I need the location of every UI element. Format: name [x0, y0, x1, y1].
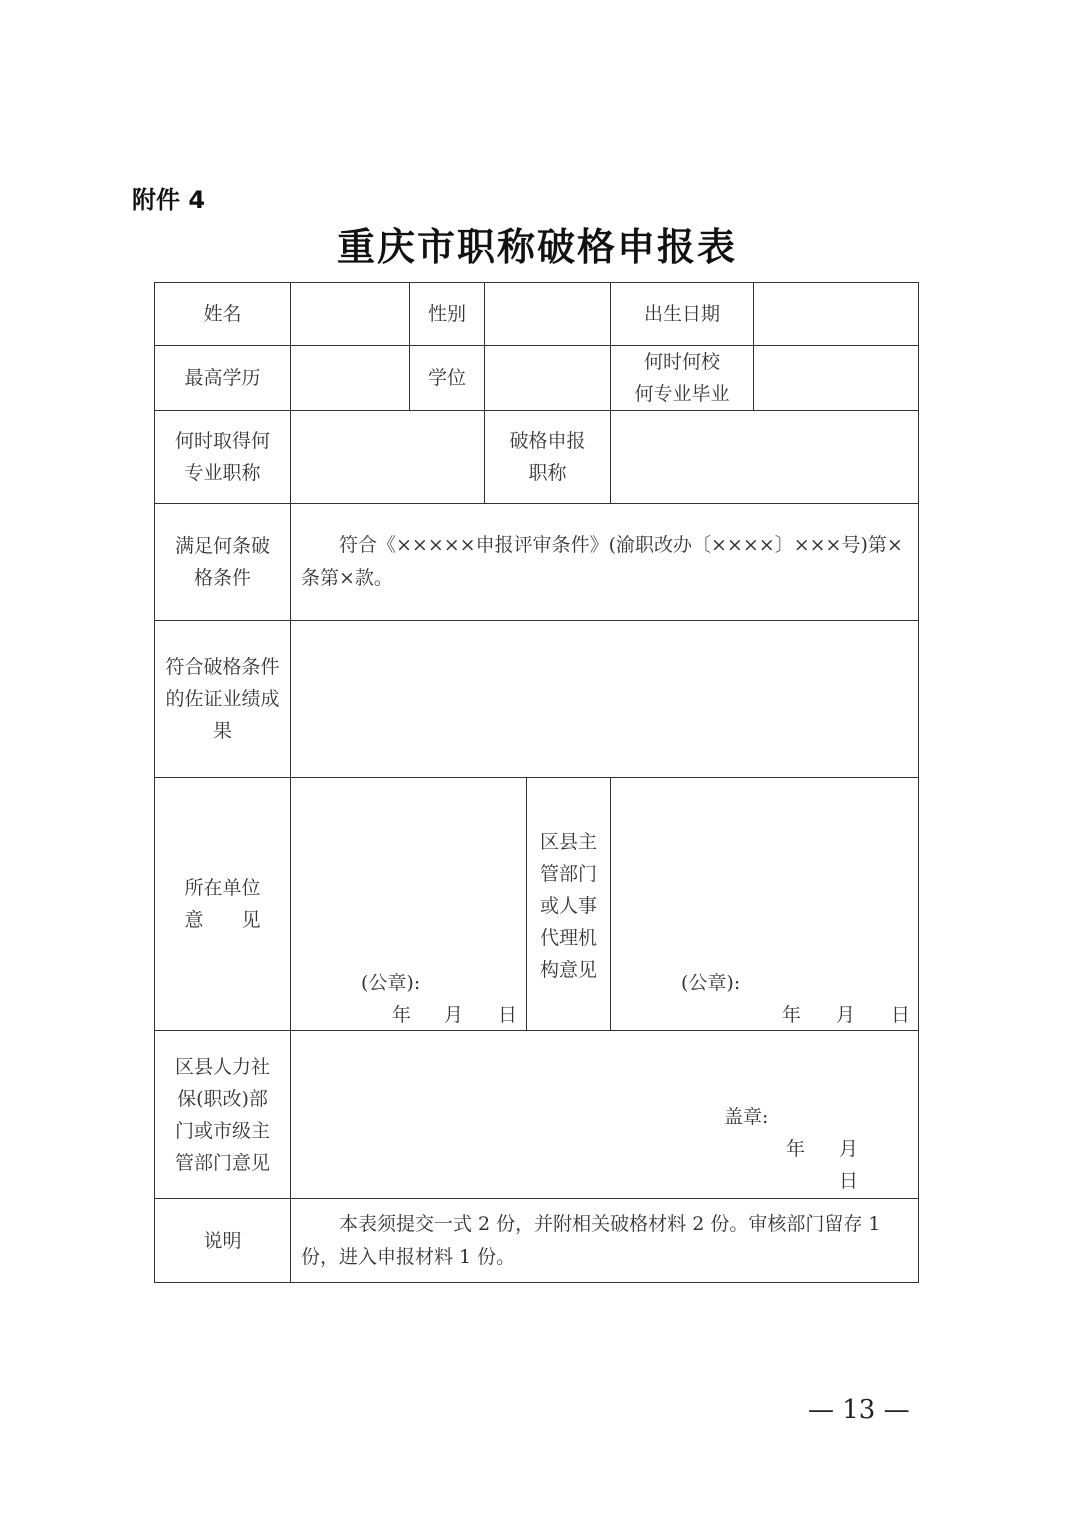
- note-label: 说明: [154, 1198, 291, 1283]
- evidence-field[interactable]: [290, 620, 919, 778]
- district-seal-label: (公章):: [681, 972, 741, 994]
- gender-field[interactable]: [484, 282, 611, 346]
- unit-date-day: 日: [498, 1004, 518, 1026]
- birth-date-label: 出生日期: [610, 282, 754, 346]
- note-text: 本表须提交一式 2 份，并附相关破格材料 2 份。审核部门留存 1 份，进入申报材料 1 份。: [290, 1198, 919, 1283]
- degree-label: 学位: [409, 345, 485, 411]
- evidence-label: 符合破格条件 的佐证业绩成 果: [154, 620, 291, 778]
- name-label: 姓名: [154, 282, 291, 346]
- name-field[interactable]: [290, 282, 410, 346]
- apply-title-label: 破格申报 职称: [484, 410, 611, 504]
- conditions-label: 满足何条破 格条件: [154, 503, 291, 621]
- degree-field[interactable]: [484, 345, 611, 411]
- attachment-label: 附件 4: [132, 186, 206, 214]
- unit-date-month: 月: [444, 1004, 464, 1026]
- district-opinion-field[interactable]: [610, 777, 919, 1031]
- hr-date-year: 年: [786, 1138, 806, 1160]
- unit-opinion-label: 所在单位 意 见: [154, 777, 291, 1031]
- hr-opinion-field[interactable]: [290, 1030, 919, 1199]
- hr-date-day: 日: [839, 1170, 859, 1192]
- application-form: [155, 283, 919, 1283]
- graduation-field[interactable]: [753, 345, 919, 411]
- education-label: 最高学历: [154, 345, 291, 411]
- graduation-label: 何时何校 何专业毕业: [610, 345, 754, 411]
- birth-date-field[interactable]: [753, 282, 919, 346]
- unit-seal-label: (公章):: [361, 972, 421, 994]
- district-date-year: 年: [782, 1004, 802, 1026]
- district-opinion-label: 区县主 管部门 或人事 代理机 构意见: [526, 777, 611, 1031]
- unit-opinion-field[interactable]: [290, 777, 527, 1031]
- hr-seal-label: 盖章:: [724, 1106, 769, 1128]
- title-obtained-field[interactable]: [290, 410, 485, 504]
- page-number: — 13 —: [808, 1395, 910, 1425]
- hr-opinion-label: 区县人力社 保(职改)部 门或市级主 管部门意见: [154, 1030, 291, 1199]
- apply-title-field[interactable]: [610, 410, 919, 504]
- district-date-month: 月: [836, 1004, 856, 1026]
- gender-label: 性别: [409, 282, 485, 346]
- conditions-text[interactable]: 符合《×××××申报评审条件》(渝职改办〔××××〕×××号)第×条第×款。: [290, 503, 919, 621]
- title-obtained-label: 何时取得何 专业职称: [154, 410, 291, 504]
- district-date-day: 日: [891, 1004, 911, 1026]
- hr-date-month: 月: [839, 1138, 859, 1160]
- unit-date-year: 年: [392, 1004, 412, 1026]
- page-title: 重庆市职称破格申报表: [336, 224, 737, 269]
- education-field[interactable]: [290, 345, 410, 411]
